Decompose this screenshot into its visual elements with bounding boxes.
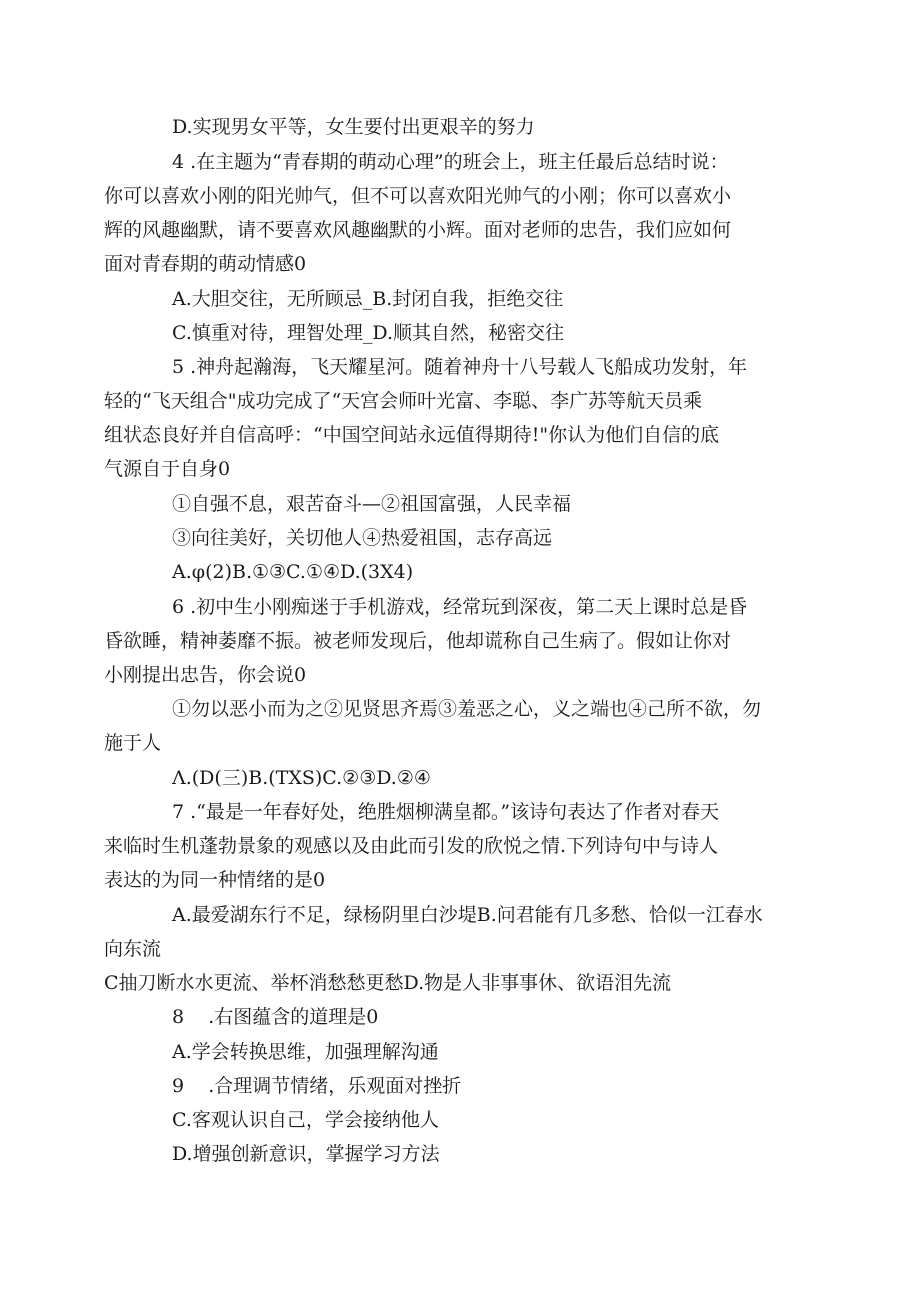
option-line: A.学会转换思维，加强理解沟通 (172, 1041, 439, 1063)
option-line: A.大胆交往，无所顾忌_B.封闭自我，拒绝交往 (172, 288, 564, 310)
statement-line: ①自强不息，艰苦奋斗—②祖国富强，人民幸福 (172, 493, 572, 515)
question-7-line: 7 .“最是一年春好处，绝胜烟柳满皇都。”该诗句表达了作者对春天 (172, 801, 720, 823)
text-line: 昏欲睡，精神萎靡不振。被老师发现后，他却谎称自己生病了。假如让你对 (104, 630, 732, 652)
text-line: 向东流 (104, 938, 162, 960)
text-line: D.实现男女平等，女生要付出更艰辛的努力 (172, 116, 535, 138)
statement-line: ①勿以恶小而为之②见贤思齐焉③羞恶之心，义之端也④己所不欲，勿 (172, 698, 762, 720)
text-line: 面对青春期的萌动情感0 (104, 253, 307, 275)
text-line: 小刚提出忠告，你会说0 (104, 664, 307, 686)
option-line: C.慎重对待，理智处理_D.顺其自然，秘密交往 (172, 322, 564, 344)
option-line: Λ.(D(三)B.(TXS)C.②③D.②④ (172, 767, 431, 789)
question-5-line: 5 .神舟起瀚海，飞天耀星河。随着神舟十八号载人飞船成功发射，年 (172, 356, 748, 378)
option-line: D.增强创新意识，掌握学习方法 (172, 1143, 440, 1165)
text-line: 你可以喜欢小刚的阳光帅气，但不可以喜欢阳光帅气的小刚；你可以喜欢小 (104, 185, 732, 207)
option-line: C.客观认识自己，学会接纳他人 (172, 1109, 439, 1131)
question-4-line: 4 .在主题为“青春期的萌动心理”的班会上，班主任最后总结时说： (172, 151, 729, 173)
text-line: 轻的“飞天组合"成功完成了“天宫会师叶光富、李聪、李广苏等航天员乘 (104, 390, 703, 412)
option-line: A.最爱湖东行不足，绿杨阴里白沙堤B.问君能有几多愁、恰似一江春水 (172, 904, 763, 926)
text-line: 组状态良好并自信高呼：“中国空间站永远值得期待!"你认为他们自信的底 (104, 424, 720, 446)
question-6-line: 6 .初中生小刚痴迷于手机游戏，经常玩到深夜，第二天上课时总是昏 (172, 596, 748, 618)
option-line: A.φ(2)B.①③C.①④D.(3X4) (172, 561, 414, 583)
text-line: 表达的为同一种情绪的是0 (104, 869, 326, 891)
text-line: 气源自于自身0 (104, 458, 231, 480)
question-9-line: 9 .合理调节情绪，乐观面对挫折 (172, 1075, 462, 1097)
option-line: C抽刀断水水更流、举杯消愁愁更愁D.物是人非事事休、欲语泪先流 (104, 972, 672, 994)
text-line: 来临时生机蓬勃景象的观感以及由此而引发的欣悦之情.下列诗句中与诗人 (104, 835, 719, 857)
text-line: 施于人 (104, 732, 162, 754)
text-line: 辉的风趣幽默，请不要喜欢风趣幽默的小辉。面对老师的忠告，我们应如何 (104, 219, 732, 241)
question-8-line: 8 .右图蕴含的道理是0 (172, 1006, 379, 1028)
statement-line: ③向往美好，关切他人④热爱祖国，志存高远 (172, 527, 553, 549)
